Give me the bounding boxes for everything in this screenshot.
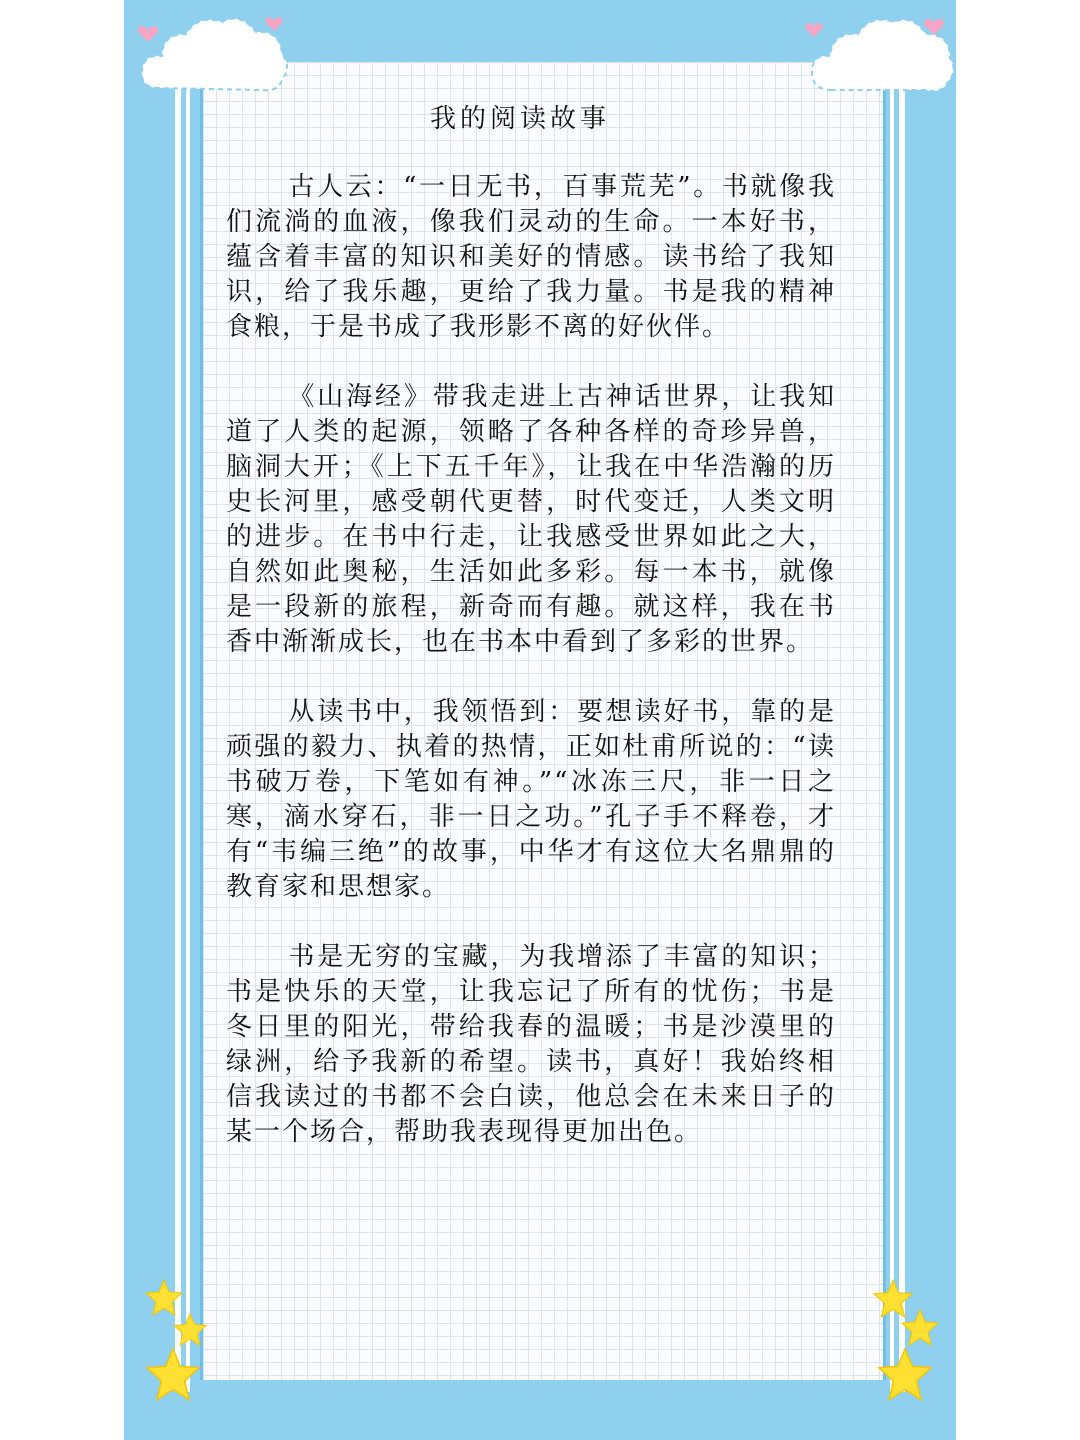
heart-icon: [138, 26, 158, 42]
right-stripe-2: [899, 62, 905, 1392]
star-icon: [900, 1308, 940, 1348]
heart-icon: [924, 19, 944, 35]
right-stripe-1: [890, 62, 894, 1392]
document-title: 我的阅读故事: [429, 104, 610, 134]
left-stripe-2: [186, 62, 190, 1392]
heart-icon: [265, 17, 282, 31]
essay-body: [226, 170, 836, 1150]
heart-icon: [805, 23, 822, 37]
left-stripe-1: [175, 62, 181, 1392]
paragraph-2: 《山海经》带我走进上古神话世界，让我知道了人类的起源，领略了各种各样的奇珍异兽，脑洞大开；《上下五千年》，让我在中华浩瀚的历史长河里，感受朝代更替，时代变迁，人类文明的进步。在书中行走，让我感受世界如此之大，自然如此奥秘，生活如此多彩。每一本书，就像是一段新的旅程，新奇而有趣。就这样，我在书香中渐渐成长，也在书本中看到了多彩的世界。: [226, 382, 836, 657]
cloud-icon: [134, 6, 294, 106]
paragraph-3: 从读书中，我领悟到：要想读好书，靠的是顽强的毅力、执着的热情，正如杜甫所说的：“读书破万卷，下笔如有神。”“冰冻三尺，非一日之寒，滴水穿石，非一日之功。”孔子手不释卷，才有“韦编三绝”的故事，中华才有这位大名鼎鼎的教育家和思想家。: [226, 697, 836, 902]
cloud-icon: [800, 6, 960, 106]
star-icon: [876, 1346, 934, 1404]
star-icon: [144, 1346, 202, 1404]
paragraph-1: 古人云：“一日无书，百事荒芜”。书就像我们流淌的血液，像我们灵动的生命。一本好书，蕴含着丰富的知识和美好的情感。读书给了我知识，给了我乐趣，更给了我力量。书是我的精神食粮，于是书成了我形影不离的好伙伴。: [226, 172, 836, 342]
paragraph-4: 书是无穷的宝藏，为我增添了丰富的知识；书是快乐的天堂，让我忘记了所有的忧伤；书是冬日里的阳光，带给我春的温暖；书是沙漠里的绿洲，给予我新的希望。读书，真好！我始终相信我读过的书都不会白读，他总会在未来日子的某一个场合，帮助我表现得更加出色。: [226, 942, 836, 1147]
star-icon: [172, 1312, 208, 1348]
